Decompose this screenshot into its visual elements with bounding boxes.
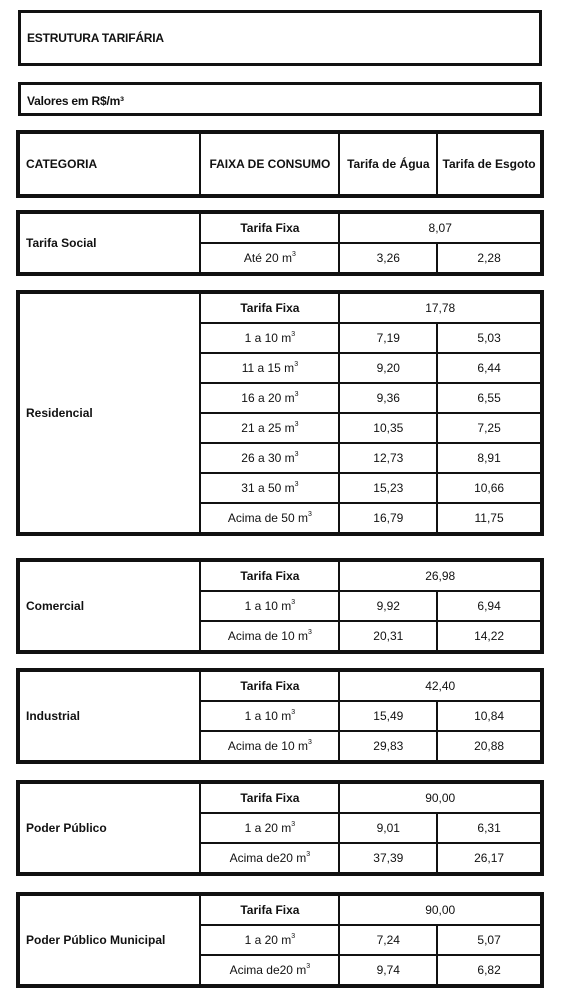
sewer-tariff: 5,03: [437, 323, 541, 353]
consumption-range-text: 16 a 20 m: [241, 391, 295, 405]
sewer-tariff: 2,28: [437, 243, 541, 273]
section-table: [18, 894, 542, 986]
fixed-fee-label: Tarifa Fixa: [200, 783, 339, 813]
consumption-range-text: 1 a 20 m: [244, 933, 292, 947]
category-label: Comercial: [19, 561, 200, 651]
consumption-range: [200, 353, 339, 383]
sewer-tariff: 7,25: [437, 413, 541, 443]
water-tariff: 16,79: [339, 503, 437, 533]
cubic-superscript: 3: [291, 251, 296, 258]
header-esgoto: Tarifa de Esgoto: [437, 133, 541, 195]
water-tariff: 15,23: [339, 473, 437, 503]
sewer-tariff: 6,82: [437, 955, 541, 985]
water-tariff: 9,92: [339, 591, 437, 621]
cubic-superscript: 3: [307, 739, 312, 746]
section-table: [18, 560, 542, 652]
consumption-range: [200, 843, 339, 873]
consumption-range: [200, 701, 339, 731]
water-tariff: 3,26: [339, 243, 437, 273]
consumption-range-text: Acima de 10 m: [227, 629, 308, 643]
consumption-range: [200, 383, 339, 413]
fixed-fee-row: [19, 783, 541, 813]
consumption-range: [200, 955, 339, 985]
water-tariff: 20,31: [339, 621, 437, 651]
cubic-superscript: 3: [306, 851, 311, 858]
fixed-fee-row: [19, 293, 541, 323]
cubic-superscript: 3: [294, 361, 299, 368]
consumption-range: [200, 731, 339, 761]
cubic-superscript: 3: [294, 451, 299, 458]
consumption-range-text: 31 a 50 m: [241, 481, 295, 495]
fixed-fee-label: Tarifa Fixa: [200, 213, 339, 243]
sewer-tariff: 8,91: [437, 443, 541, 473]
consumption-range-text: Acima de 10 m: [227, 739, 308, 753]
fixed-fee-row: [19, 213, 541, 243]
section-table: [18, 292, 542, 534]
cubic-superscript: 3: [307, 511, 312, 518]
consumption-range-text: Até 20 m: [243, 251, 292, 265]
fixed-fee-value: 42,40: [339, 671, 541, 701]
cubic-superscript: 3: [291, 331, 296, 338]
sewer-tariff: 6,94: [437, 591, 541, 621]
consumption-range: [200, 591, 339, 621]
fixed-fee-label: Tarifa Fixa: [200, 561, 339, 591]
sewer-tariff: 6,31: [437, 813, 541, 843]
consumption-range-text: 1 a 10 m: [244, 709, 292, 723]
header-row: [19, 133, 541, 195]
water-tariff: 7,19: [339, 323, 437, 353]
water-tariff: 15,49: [339, 701, 437, 731]
cubic-superscript: 3: [291, 821, 296, 828]
fixed-fee-row: [19, 561, 541, 591]
cubic-superscript: 3: [291, 933, 296, 940]
section-table: [18, 212, 542, 274]
sewer-tariff: 6,44: [437, 353, 541, 383]
sewer-tariff: 20,88: [437, 731, 541, 761]
header-faixa: FAIXA DE CONSUMO: [200, 133, 339, 195]
page-title: ESTRUTURA TARIFÁRIA: [27, 31, 164, 45]
header-agua: Tarifa de Água: [339, 133, 437, 195]
sewer-tariff: 14,22: [437, 621, 541, 651]
consumption-range: [200, 813, 339, 843]
fixed-fee-label: Tarifa Fixa: [200, 671, 339, 701]
consumption-range-text: Acima de 50 m: [227, 511, 308, 525]
category-label: Poder Público Municipal: [19, 895, 200, 985]
header-table: [18, 132, 542, 196]
consumption-range-text: 21 a 25 m: [241, 421, 295, 435]
cubic-superscript: 3: [291, 709, 296, 716]
category-label: Tarifa Social: [19, 213, 200, 273]
category-label: Poder Público: [19, 783, 200, 873]
cubic-superscript: 3: [294, 391, 299, 398]
sewer-tariff: 6,55: [437, 383, 541, 413]
consumption-range: [200, 413, 339, 443]
sewer-tariff: 26,17: [437, 843, 541, 873]
fixed-fee-label: Tarifa Fixa: [200, 293, 339, 323]
consumption-range: [200, 323, 339, 353]
water-tariff: 29,83: [339, 731, 437, 761]
category-label: Residencial: [19, 293, 200, 533]
sewer-tariff: 11,75: [437, 503, 541, 533]
sewer-tariff: 10,84: [437, 701, 541, 731]
water-tariff: 10,35: [339, 413, 437, 443]
consumption-range-text: 1 a 10 m: [244, 599, 292, 613]
fixed-fee-value: 26,98: [339, 561, 541, 591]
water-tariff: 9,20: [339, 353, 437, 383]
cubic-superscript: 3: [306, 963, 311, 970]
cubic-superscript: 3: [294, 421, 299, 428]
section-table: [18, 782, 542, 874]
water-tariff: 37,39: [339, 843, 437, 873]
units-box: [18, 82, 542, 116]
consumption-range: [200, 503, 339, 533]
consumption-range-text: Acima de20 m: [229, 963, 307, 977]
consumption-range-text: 26 a 30 m: [241, 451, 295, 465]
fixed-fee-value: 8,07: [339, 213, 541, 243]
consumption-range-text: 11 a 15 m: [241, 361, 295, 375]
cubic-superscript: 3: [291, 599, 296, 606]
cubic-superscript: 3: [294, 481, 299, 488]
water-tariff: 12,73: [339, 443, 437, 473]
consumption-range-text: 1 a 20 m: [244, 821, 292, 835]
header-categoria: CATEGORIA: [19, 133, 200, 195]
water-tariff: 9,74: [339, 955, 437, 985]
fixed-fee-value: 17,78: [339, 293, 541, 323]
category-label: Industrial: [19, 671, 200, 761]
fixed-fee-label: Tarifa Fixa: [200, 895, 339, 925]
section-table: [18, 670, 542, 762]
water-tariff: 7,24: [339, 925, 437, 955]
consumption-range-text: 1 a 10 m: [244, 331, 292, 345]
cubic-superscript: 3: [307, 629, 312, 636]
fixed-fee-row: [19, 671, 541, 701]
consumption-range: [200, 621, 339, 651]
consumption-range: [200, 473, 339, 503]
sewer-tariff: 5,07: [437, 925, 541, 955]
consumption-range-text: Acima de20 m: [229, 851, 307, 865]
consumption-range: [200, 243, 339, 273]
water-tariff: 9,01: [339, 813, 437, 843]
consumption-range: [200, 925, 339, 955]
consumption-range: [200, 443, 339, 473]
fixed-fee-row: [19, 895, 541, 925]
fixed-fee-value: 90,00: [339, 783, 541, 813]
title-box: [18, 10, 542, 66]
fixed-fee-value: 90,00: [339, 895, 541, 925]
water-tariff: 9,36: [339, 383, 437, 413]
units-note: Valores em R$/m³: [27, 94, 124, 108]
sewer-tariff: 10,66: [437, 473, 541, 503]
